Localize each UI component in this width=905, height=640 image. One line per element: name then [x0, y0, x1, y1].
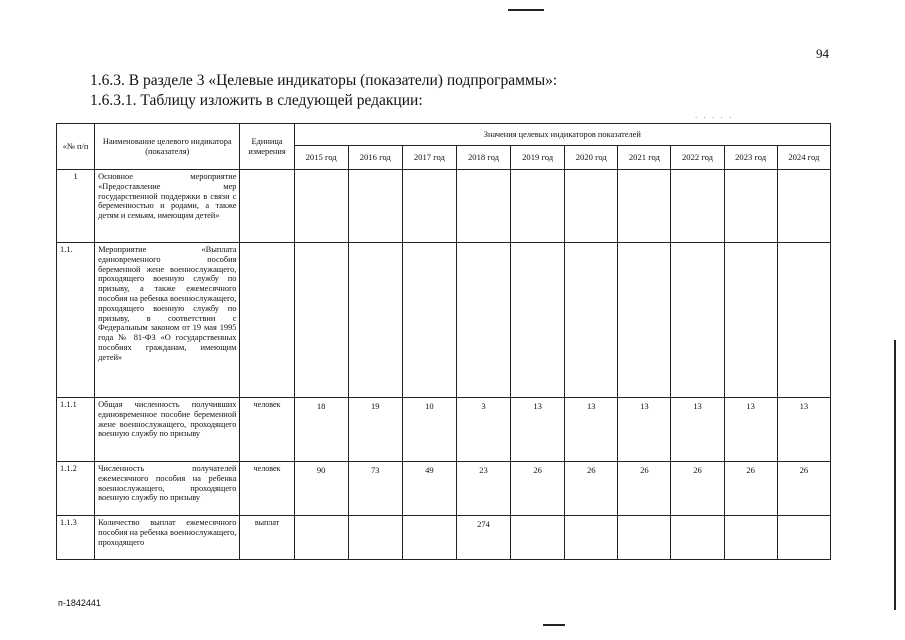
value-cell: 26 — [618, 462, 671, 516]
scan-edge-line — [894, 340, 896, 610]
scan-top-mark — [508, 9, 544, 11]
value-cell — [565, 243, 618, 398]
row-unit: человек — [240, 462, 294, 516]
col-header-number: «№ п/п — [57, 124, 95, 170]
year-header: 2017 год — [402, 146, 456, 170]
value-cell — [294, 170, 348, 243]
value-cell — [402, 243, 456, 398]
value-cell: 26 — [671, 462, 724, 516]
value-cell: 19 — [348, 398, 402, 462]
value-cell — [294, 516, 348, 560]
row-name: Основное мероприятие «Предоставление мер государственной поддержки в связи с беременностью и родами, а также детям и семьям, имеющим детей» — [95, 170, 240, 243]
value-cell: 90 — [294, 462, 348, 516]
value-cell: 13 — [511, 398, 565, 462]
value-cell: 3 — [456, 398, 510, 462]
row-index: 1.1.3 — [57, 516, 95, 560]
value-cell: 49 — [402, 462, 456, 516]
value-cell: 13 — [724, 398, 777, 462]
value-cell — [671, 170, 724, 243]
table-row — [57, 398, 831, 462]
row-name: Мероприятие «Выплата единовременного пособия беременной жене военнослужащего, проходящего военную службу по призыву, а также ежемесячного пособия на ребенка военнослужащего, проходящего военную службу по призыву, в соответствии с Федеральным законом от 19 мая 1995 года № 81-ФЗ «О государственных пособиях гражданам, имеющим детей» — [95, 243, 240, 398]
row-index: 1.1. — [57, 243, 95, 398]
col-header-name: Наименование целевого индикатора (показателя) — [95, 124, 240, 170]
row-name: Численность получателей ежемесячного пособия на ребенка военнослужащего, проходящего военную службу по призыву — [95, 462, 240, 516]
row-unit — [240, 243, 294, 398]
value-cell — [777, 243, 830, 398]
row-unit: выплат — [240, 516, 294, 560]
value-cell — [565, 170, 618, 243]
value-cell: 26 — [724, 462, 777, 516]
row-name: Общая численность получивших единовременное пособие беременной жене военнослужащего, проходящего военную службу по призыву — [95, 398, 240, 462]
value-cell: 13 — [618, 398, 671, 462]
value-cell: 26 — [565, 462, 618, 516]
year-header: 2016 год — [348, 146, 402, 170]
value-cell — [402, 170, 456, 243]
value-cell: 10 — [402, 398, 456, 462]
row-unit — [240, 170, 294, 243]
value-cell: 13 — [671, 398, 724, 462]
table-row — [57, 462, 831, 516]
value-cell — [724, 243, 777, 398]
indicators-table — [56, 123, 831, 560]
year-header: 2023 год — [724, 146, 777, 170]
value-cell: 18 — [294, 398, 348, 462]
page-number: 94 — [816, 46, 829, 61]
row-index: 1 — [57, 170, 95, 243]
value-cell: 26 — [777, 462, 830, 516]
value-cell — [671, 243, 724, 398]
value-cell — [456, 243, 510, 398]
value-cell — [348, 170, 402, 243]
value-cell — [348, 243, 402, 398]
value-cell — [724, 516, 777, 560]
value-cell — [618, 170, 671, 243]
year-header: 2018 год — [456, 146, 510, 170]
row-index: 1.1.1 — [57, 398, 95, 462]
value-cell — [671, 516, 724, 560]
value-cell: 13 — [777, 398, 830, 462]
table-row — [57, 516, 831, 560]
value-cell — [511, 170, 565, 243]
subsection-heading: 1.6.3.1. Таблицу изложить в следующей редакции: — [90, 92, 423, 109]
year-header: 2015 год — [294, 146, 348, 170]
value-cell — [724, 170, 777, 243]
value-cell — [565, 516, 618, 560]
value-cell — [402, 516, 456, 560]
col-header-values: Значения целевых индикаторов показателей — [294, 124, 830, 146]
row-unit: человек — [240, 398, 294, 462]
year-header: 2021 год — [618, 146, 671, 170]
value-cell: 26 — [511, 462, 565, 516]
document-id: п-1842441 — [58, 598, 101, 608]
scan-noise: . . . . . — [695, 110, 734, 120]
value-cell — [511, 243, 565, 398]
value-cell: 73 — [348, 462, 402, 516]
value-cell: 13 — [565, 398, 618, 462]
value-cell — [777, 170, 830, 243]
year-header: 2022 год — [671, 146, 724, 170]
value-cell — [511, 516, 565, 560]
year-header: 2024 год — [777, 146, 830, 170]
year-header: 2019 год — [511, 146, 565, 170]
col-header-unit: Единица измерения — [240, 124, 294, 170]
row-name: Количество выплат ежемесячного пособия на ребенка военнослужащего, проходящего — [95, 516, 240, 560]
value-cell — [618, 516, 671, 560]
row-index: 1.1.2 — [57, 462, 95, 516]
scan-bottom-mark — [543, 624, 565, 626]
value-cell — [618, 243, 671, 398]
section-heading: 1.6.3. В разделе 3 «Целевые индикаторы (показатели) подпрограммы»: — [90, 72, 558, 89]
year-header: 2020 год — [565, 146, 618, 170]
table-row — [57, 170, 831, 243]
value-cell — [777, 516, 830, 560]
value-cell — [348, 516, 402, 560]
value-cell: 274 — [456, 516, 510, 560]
table-row — [57, 243, 831, 398]
value-cell — [294, 243, 348, 398]
value-cell: 23 — [456, 462, 510, 516]
value-cell — [456, 170, 510, 243]
